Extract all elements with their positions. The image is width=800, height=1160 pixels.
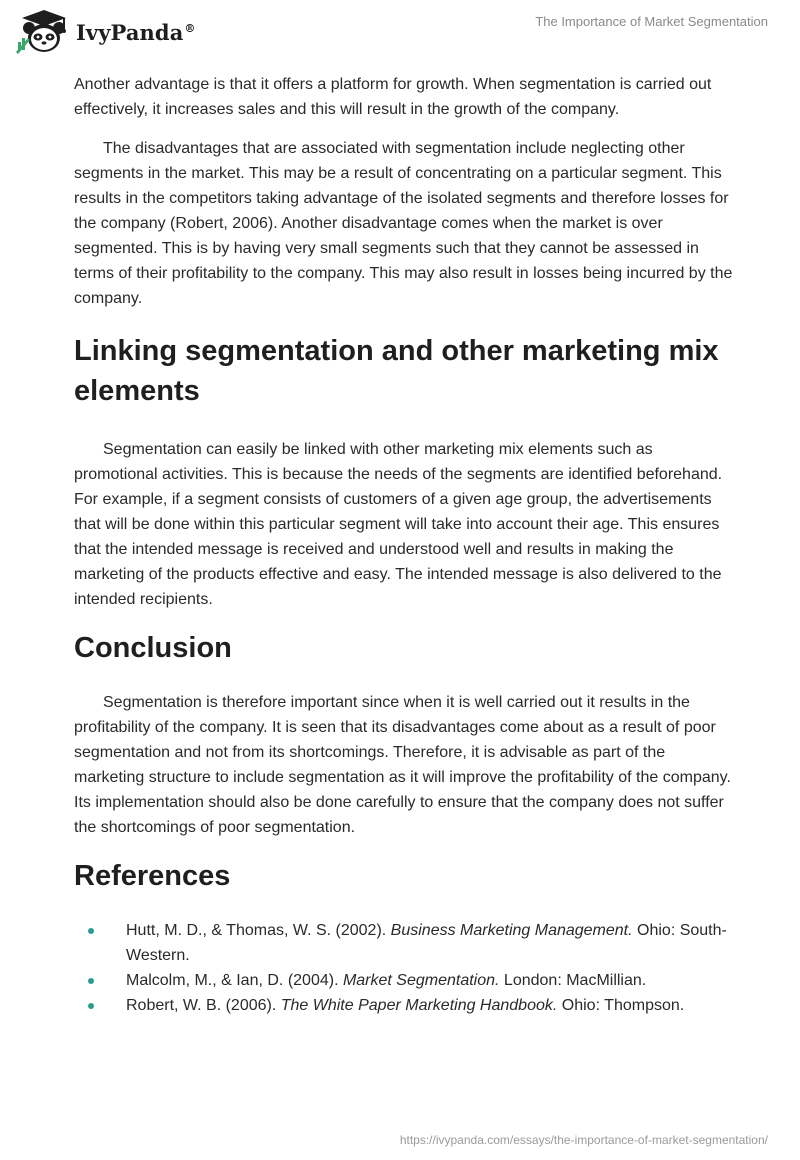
reference-title: The White Paper Marketing Handbook. — [280, 997, 558, 1014]
paragraph-linking: Segmentation can easily be linked with other marketing mix elements such as promotional activities. This is because the needs of the segments are identified beforehand. For example, if a segment consists of customers of a given age group, the advertisements that will be done within this particular segment will take into account their age. This ensures that the intended message is received and understood well and results in making the marketing of the products effective and easy. The intended message is also delivered to the intended recipients. — [74, 441, 723, 608]
bullet-icon — [88, 978, 94, 984]
brand-name-text: IvyPanda — [76, 19, 184, 45]
registered-mark: ® — [184, 21, 196, 35]
paragraph-disadvantages: The disadvantages that are associated with segmentation include neglecting other segments in the market. This may be a result of concentrating on a particular segment. This results in the competitors taking advantage of the isolated segments and therefore losses for the company (Robert, 2006). Another disadvantage comes when the market is over segmented. This is by having very small segments such that they cannot be assessed in terms of their profitability to the company. This may also result in losses being incurred by the company. — [74, 140, 733, 307]
essay-content — [74, 72, 734, 1018]
brand-logo[interactable] — [14, 8, 196, 56]
paragraph-conclusion: Segmentation is therefore important since when it is well carried out it results in the profitability of the company. It is seen that its disadvantages come about as a result of poor segmentation and not from its shortcomings. Therefore, it is advisable as part of the marketing structure to include segmentation as it will improve the profitability of the company. Its implementation should also be done carefully to ensure that the company does not suffer the shortcomings of poor segmentation. — [74, 694, 731, 836]
reference-authors: Hutt, M. D., & Thomas, W. S. (2002). — [126, 922, 391, 939]
reference-list — [74, 918, 734, 1018]
reference-authors: Malcolm, M., & Ian, D. (2004). — [126, 972, 343, 989]
brand-name — [76, 20, 196, 45]
reference-publisher: Ohio: Thompson. — [557, 997, 685, 1014]
source-url-link[interactable]: https://ivypanda.com/essays/the-importance-of-market-segmentation/ — [399, 1133, 768, 1147]
document-title: The Importance of Market Segmentation — [535, 14, 768, 29]
reference-item — [74, 918, 734, 968]
reference-publisher: Ohio: South-Western. — [126, 922, 727, 964]
heading-linking: Linking segmentation and other marketing mix elements — [74, 335, 719, 407]
paragraph-growth: Another advantage is that it offers a platform for growth. When segmentation is carried out effectively, it increases sales and this will result in the growth of the company. — [74, 76, 712, 118]
reference-item — [74, 993, 734, 1018]
reference-publisher: London: MacMillian. — [499, 972, 647, 989]
reference-authors: Robert, W. B. (2006). — [126, 997, 281, 1014]
reference-item — [74, 968, 734, 993]
bullet-icon — [88, 1003, 94, 1009]
reference-title: Market Segmentation. — [342, 972, 500, 989]
heading-conclusion: Conclusion — [74, 632, 232, 664]
heading-references: References — [74, 860, 231, 892]
page-header — [0, 0, 800, 64]
panda-logo-icon — [14, 8, 74, 56]
bullet-icon — [88, 928, 94, 934]
reference-title: Business Marketing Management. — [390, 922, 633, 939]
